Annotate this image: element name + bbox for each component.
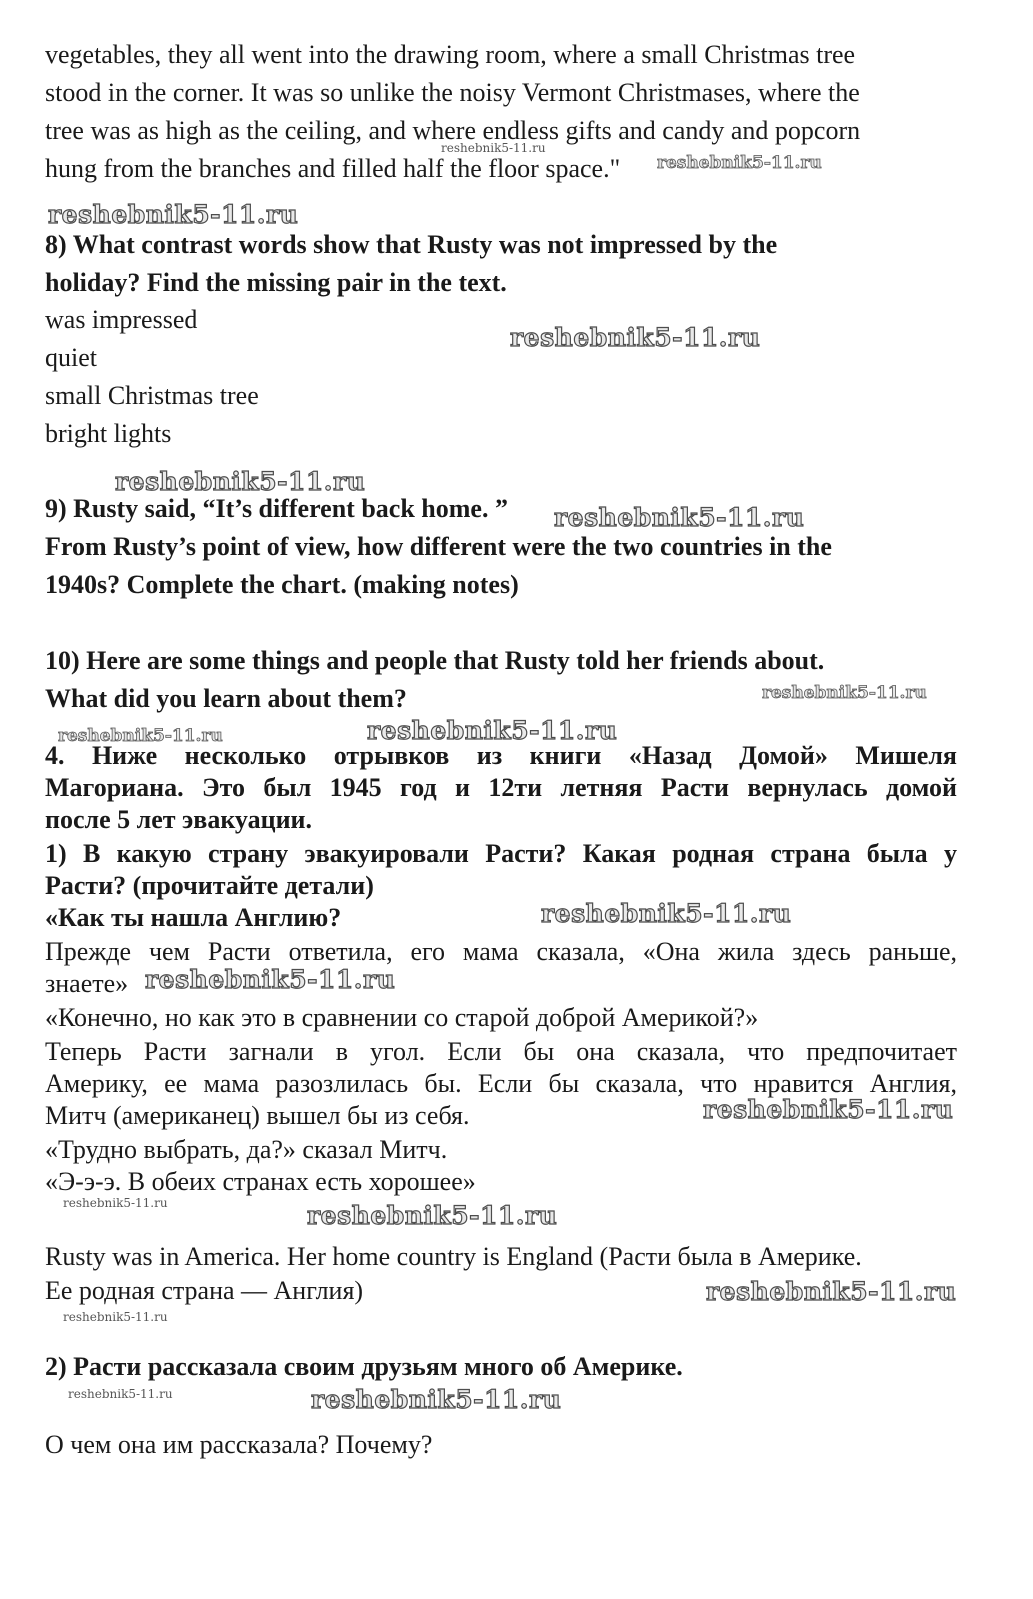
watermark: reshebnik5-11.ru	[441, 141, 546, 155]
question-9-heading: 9) Rusty said, “It’s different back home. ”	[45, 494, 508, 523]
question-2-text: О чем она им рассказала? Почему?	[45, 1430, 433, 1459]
answer-1-line: Ее родная страна — Англия)	[45, 1276, 364, 1305]
task-4-heading: 4. Ниже несколько отрывков из книги «Назад Домой» Мишеля	[45, 741, 957, 770]
excerpt-line: Америку, ее мама разозлилась бы. Если бы сказала, что нравится Англия,	[45, 1069, 957, 1098]
quote-heading: «Как ты нашла Англию?	[45, 903, 342, 932]
watermark: reshebnik5-11.ru	[68, 1387, 173, 1401]
watermark: reshebnik5-11.ru	[58, 726, 223, 746]
answer-1-line: Rusty was in America. Her home country is England (Расти была в Америке.	[45, 1242, 862, 1271]
watermark: reshebnik5-11.ru	[367, 716, 618, 745]
question-10-heading: 10) Here are some things and people that Rusty told her friends about.	[45, 646, 825, 675]
passage-line: tree was as high as the ceiling, and where endless gifts and candy and popcorn	[45, 116, 861, 145]
question-8-heading-cont: holiday? Find the missing pair in the text.	[45, 268, 507, 297]
watermark: reshebnik5-11.ru	[63, 1196, 168, 1210]
question-10-heading-cont: What did you learn about them?	[45, 684, 407, 713]
excerpt-line: «Э-э-э. В обеих странах есть хорошее»	[45, 1167, 476, 1196]
watermark: reshebnik5-11.ru	[63, 1310, 168, 1324]
excerpt-line: Прежде чем Расти ответила, его мама сказала, «Она жила здесь раньше,	[45, 937, 957, 966]
watermark: reshebnik5-11.ru	[706, 1277, 957, 1306]
task-4-heading-end: после 5 лет эвакуации.	[45, 805, 313, 834]
watermark: reshebnik5-11.ru	[115, 467, 366, 496]
watermark: reshebnik5-11.ru	[510, 323, 761, 352]
question-1-heading: 1) В какую страну эвакуировали Расти? Какая родная страна была у	[45, 839, 957, 868]
answer-8-item: small Christmas tree	[45, 381, 259, 410]
watermark: reshebnik5-11.ru	[145, 965, 396, 994]
answer-8-item: quiet	[45, 343, 97, 372]
passage-line: vegetables, they all went into the drawing room, where a small Christmas tree	[45, 40, 856, 69]
question-9-text: From Rusty’s point of view, how different were the two countries in the	[45, 532, 832, 561]
watermark: reshebnik5-11.ru	[311, 1385, 562, 1414]
watermark: reshebnik5-11.ru	[554, 503, 805, 532]
question-2-heading: 2) Расти рассказала своим друзьям много об Америке.	[45, 1352, 683, 1381]
answer-8-item: bright lights	[45, 419, 172, 448]
passage-line: stood in the corner. It was so unlike the noisy Vermont Christmases, where the	[45, 78, 860, 107]
watermark: reshebnik5-11.ru	[657, 153, 822, 173]
excerpt-line: «Конечно, но как это в сравнении со старой доброй Америкой?»	[45, 1003, 759, 1032]
excerpt-line: «Трудно выбрать, да?» сказал Митч.	[45, 1135, 448, 1164]
task-4-heading-cont: Магориана. Это был 1945 год и 12ти летняя Расти вернулась домой	[45, 773, 957, 802]
excerpt-line: Теперь Расти загнали в угол. Если бы она сказала, что предпочитает	[45, 1037, 957, 1066]
question-8-heading: 8) What contrast words show that Rusty was not impressed by the	[45, 230, 778, 259]
watermark: reshebnik5-11.ru	[48, 200, 299, 229]
excerpt-line: знаете»	[45, 969, 129, 998]
watermark: reshebnik5-11.ru	[703, 1095, 954, 1124]
passage-line: hung from the branches and filled half the floor space."	[45, 154, 621, 183]
watermark: reshebnik5-11.ru	[307, 1201, 558, 1230]
watermark: reshebnik5-11.ru	[541, 899, 792, 928]
watermark: reshebnik5-11.ru	[762, 683, 927, 703]
excerpt-line: Митч (американец) вышел бы из себя.	[45, 1101, 470, 1130]
question-9-text-cont: 1940s? Complete the chart. (making notes)	[45, 570, 519, 599]
question-1-heading-cont: Расти? (прочитайте детали)	[45, 871, 374, 900]
answer-8-item: was impressed	[45, 305, 198, 334]
